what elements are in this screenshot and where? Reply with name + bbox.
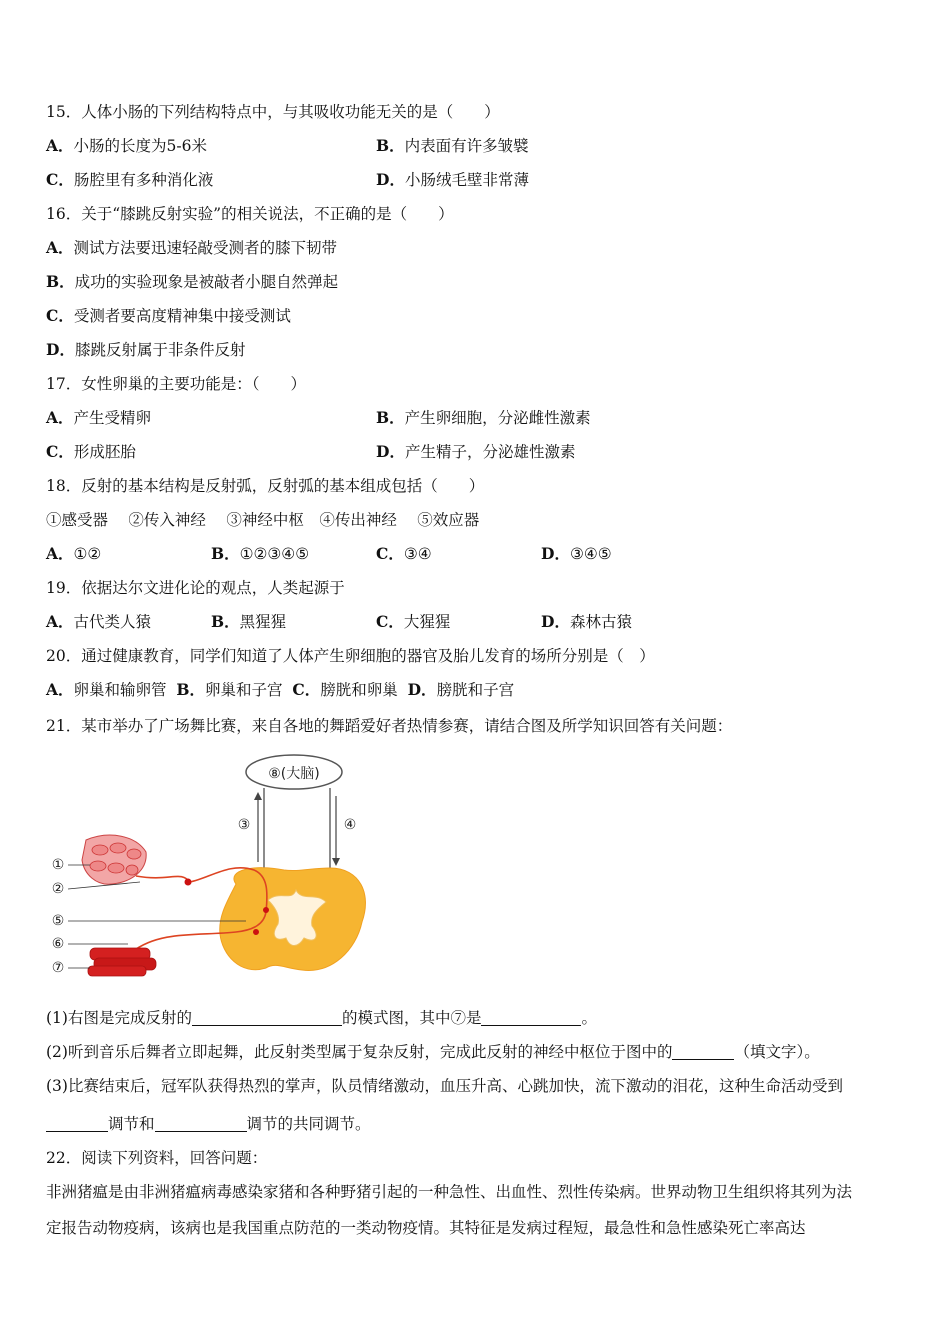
q20-options: A．卵巢和输卵管 B．卵巢和子宫 C．膀胱和卵巢 D．膀胱和子宫 bbox=[46, 680, 515, 699]
q18-parts: ①感受器 ②传入神经 ③神经中枢 ④传出神经 ⑤效应器 bbox=[46, 511, 480, 529]
label-5: ⑤ bbox=[51, 913, 65, 929]
answer-blank-1[interactable] bbox=[192, 1009, 342, 1026]
q21-part-3b: 调节和 调节的共同调节。 bbox=[46, 1114, 371, 1134]
q19-stem: 19．依据达尔文进化论的观点，人类起源于 bbox=[46, 579, 345, 597]
label-6: ⑥ bbox=[51, 936, 65, 952]
label-1: ① bbox=[51, 857, 65, 873]
q16-option-d: D．膝跳反射属于非条件反射 bbox=[46, 340, 246, 359]
q19-option-b: B．黑猩猩 bbox=[211, 612, 287, 631]
label-4: ④ bbox=[343, 817, 357, 833]
q18-option-a: A．①② bbox=[46, 544, 102, 563]
q19-option-a: A．古代类人猿 bbox=[46, 612, 152, 631]
label-2: ② bbox=[51, 881, 65, 897]
q16-option-c: C．受测者要高度精神集中接受测试 bbox=[46, 306, 291, 325]
q18-option-c: C．③④ bbox=[376, 544, 432, 563]
answer-blank-4[interactable] bbox=[46, 1115, 108, 1132]
answer-blank-2[interactable] bbox=[481, 1009, 581, 1026]
q17-option-a: A．产生受精卵 bbox=[46, 408, 152, 427]
q15-option-c: C．肠腔里有多种消化液 bbox=[46, 170, 214, 189]
q15-option-a: A．小肠的长度为5-6米 bbox=[46, 136, 207, 155]
q18-option-d: D．③④⑤ bbox=[541, 544, 612, 563]
q21-stem: 21．某市举办了广场舞比赛，来自各地的舞蹈爱好者热情参赛，请结合图及所学知识回答有关问题： bbox=[46, 717, 733, 735]
label-7: ⑦ bbox=[51, 960, 65, 976]
answer-blank-5[interactable] bbox=[155, 1115, 247, 1132]
q17-option-d: D．产生精子，分泌雄性激素 bbox=[376, 442, 576, 461]
q18-stem: 18．反射的基本结构是反射弧，反射弧的基本组成包括（ ） bbox=[46, 477, 485, 495]
q16-option-b: B．成功的实验现象是被敲者小腿自然弹起 bbox=[46, 272, 339, 291]
q15-stem: 15．人体小肠的下列结构特点中，与其吸收功能无关的是（ ） bbox=[46, 103, 500, 121]
q22-passage-line-1: 非洲猪瘟是由非洲猪瘟病毒感染家猪和各种野猪引起的一种急性、出血性、烈性传染病。世界动物卫生组织将其列为法 bbox=[46, 1183, 853, 1201]
q17-stem: 17．女性卵巢的主要功能是：（ ） bbox=[46, 375, 306, 393]
q19-option-c: C．大猩猩 bbox=[376, 612, 451, 631]
answer-blank-3[interactable] bbox=[672, 1043, 734, 1060]
q18-option-b: B．①②③④⑤ bbox=[211, 544, 310, 563]
label-3: ③ bbox=[237, 817, 251, 833]
reflex-arc-diagram bbox=[40, 752, 380, 984]
q15-option-b: B．内表面有许多皱襞 bbox=[376, 136, 529, 155]
q17-option-c: C．形成胚胎 bbox=[46, 442, 136, 461]
effector-muscle bbox=[88, 948, 156, 976]
q17-option-b: B．产生卵细胞，分泌雌性激素 bbox=[376, 408, 591, 427]
q20-stem: 20．通过健康教育，同学们知道了人体产生卵细胞的器官及胎儿发育的场所分别是（ ） bbox=[46, 647, 655, 665]
brain-label: ⑧(大脑) bbox=[268, 766, 320, 782]
q22-stem: 22．阅读下列资料，回答问题： bbox=[46, 1149, 268, 1167]
q21-part-1: (1)右图是完成反射的 的模式图，其中⑦是 。 bbox=[46, 1009, 597, 1027]
ganglion bbox=[185, 879, 192, 886]
q15-option-d: D．小肠绒毛壁非常薄 bbox=[376, 170, 529, 189]
q21-part-2: (2)听到音乐后舞者立即起舞，此反射类型属于复杂反射，完成此反射的神经中枢位于图中的 （填文字）。 bbox=[46, 1043, 820, 1061]
q19-option-d: D．森林古猿 bbox=[541, 612, 632, 631]
q22-passage-line-2: 定报告动物疫病，该病也是我国重点防范的一类动物疫情。其特征是发病过程短，最急性和急性感染死亡率高达 bbox=[46, 1219, 806, 1237]
q16-stem: 16．关于“膝跳反射实验”的相关说法，不正确的是（ ） bbox=[46, 205, 454, 223]
q16-option-a: A．测试方法要迅速轻敲受测者的膝下韧带 bbox=[46, 238, 338, 257]
q21-part-3a: (3)比赛结束后，冠军队获得热烈的掌声，队员情绪激动，血压升高、心跳加快，流下激动的泪花，这种生命活动受到 bbox=[46, 1077, 843, 1095]
